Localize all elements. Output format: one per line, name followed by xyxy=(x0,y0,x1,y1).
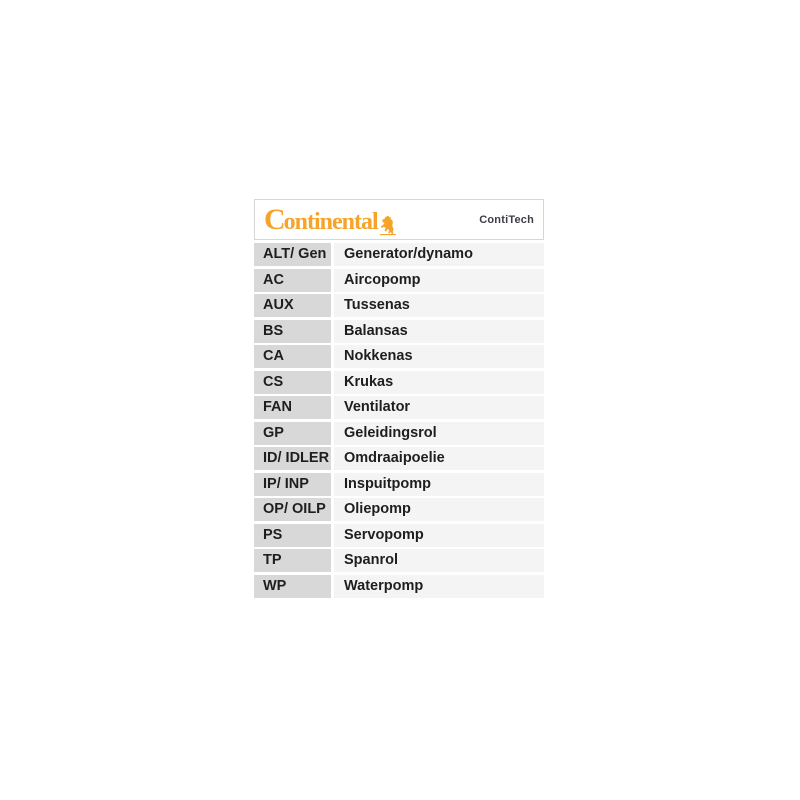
abbreviation-cell: CS xyxy=(254,371,331,394)
continental-logo xyxy=(264,202,397,236)
abbreviation-cell: BS xyxy=(254,320,331,343)
description-cell: Servopomp xyxy=(334,524,544,547)
abbreviation-cell: IP/ INP xyxy=(254,473,331,496)
abbreviation-cell: AUX xyxy=(254,294,331,317)
table-row xyxy=(254,524,544,547)
table-row xyxy=(254,447,544,470)
rearing-horse-icon xyxy=(380,215,397,236)
abbreviation-cell: ID/ IDLER xyxy=(254,447,331,470)
abbreviation-cell: TP xyxy=(254,549,331,572)
abbreviation-cell: AC xyxy=(254,269,331,292)
table-row xyxy=(254,243,544,266)
abbreviation-cell: OP/ OILP xyxy=(254,498,331,521)
description-cell: Inspuitpomp xyxy=(334,473,544,496)
description-cell: Omdraaipoelie xyxy=(334,447,544,470)
legend-table xyxy=(254,243,544,598)
description-cell: Tussenas xyxy=(334,294,544,317)
description-cell: Spanrol xyxy=(334,549,544,572)
table-row xyxy=(254,422,544,445)
table-row xyxy=(254,320,544,343)
description-cell: Balansas xyxy=(334,320,544,343)
description-cell: Aircopomp xyxy=(334,269,544,292)
legend-card xyxy=(254,199,544,598)
description-cell: Waterpomp xyxy=(334,575,544,598)
abbreviation-cell: FAN xyxy=(254,396,331,419)
description-cell: Nokkenas xyxy=(334,345,544,368)
description-cell: Geleidingsrol xyxy=(334,422,544,445)
table-row xyxy=(254,473,544,496)
contitech-label: ContiTech xyxy=(479,213,534,226)
table-row xyxy=(254,498,544,521)
table-row xyxy=(254,294,544,317)
description-cell: Ventilator xyxy=(334,396,544,419)
description-cell: Oliepomp xyxy=(334,498,544,521)
abbreviation-cell: CA xyxy=(254,345,331,368)
abbreviation-cell: ALT/ Gen xyxy=(254,243,331,266)
table-row xyxy=(254,345,544,368)
table-row xyxy=(254,371,544,394)
brand-header xyxy=(254,199,544,240)
description-cell: Krukas xyxy=(334,371,544,394)
description-cell: Generator/dynamo xyxy=(334,243,544,266)
abbreviation-cell: PS xyxy=(254,524,331,547)
abbreviation-cell: WP xyxy=(254,575,331,598)
abbreviation-cell: GP xyxy=(254,422,331,445)
table-row xyxy=(254,269,544,292)
table-row xyxy=(254,575,544,598)
table-row xyxy=(254,549,544,572)
table-row xyxy=(254,396,544,419)
continental-wordmark: Continental xyxy=(264,202,378,236)
